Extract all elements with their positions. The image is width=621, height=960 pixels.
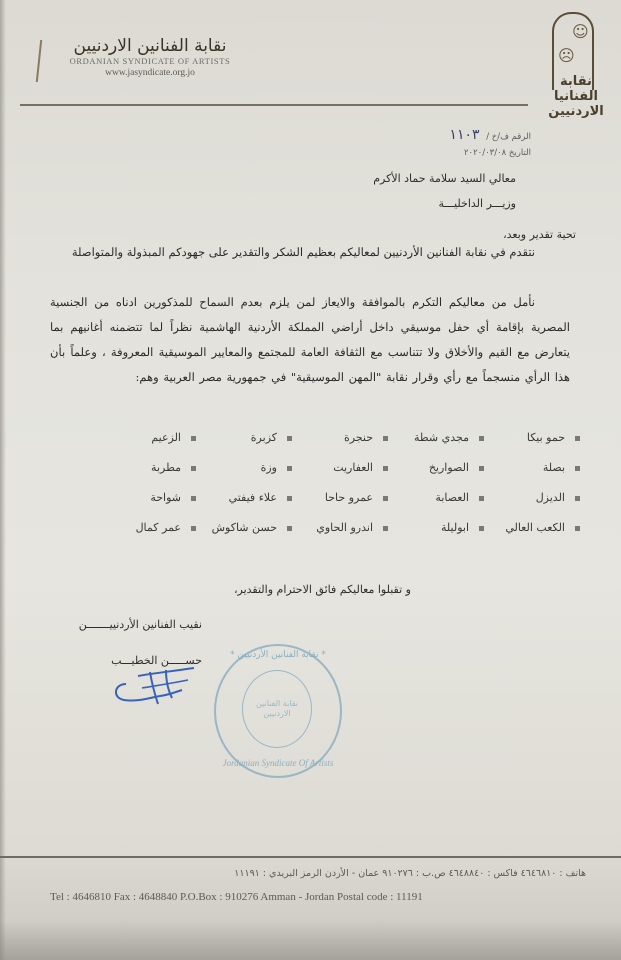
list-item bbox=[196, 486, 292, 510]
page-edge-shadow bbox=[0, 0, 6, 960]
artist-name: الكعب العالي bbox=[505, 521, 565, 534]
artist-name: الزعيم bbox=[151, 431, 181, 444]
artist-name: عمرو حاحا bbox=[324, 491, 373, 504]
artist-name: مجدي شطة bbox=[413, 431, 469, 444]
org-name-arabic: نقابة الفنانين الاردنيين bbox=[73, 36, 227, 56]
syndicate-logo bbox=[534, 12, 614, 120]
signatory-title: نقيب الفنانين الأردنييـــــــن bbox=[78, 618, 202, 631]
date-label: التاريخ bbox=[508, 148, 531, 158]
paragraph-request: نأمل من معاليكم التكرم بالموافقة والايعاز لمن يلزم بعدم السماح للمذكورين ادناه من الجنسية المصرية بإقامة أي حفل موسيقي داخل أراضي المملكة الأردنية الهاشمية نظراً لما تتضمنه أغانيهم بما يتعارض مع القيم والأخلاق ولا تتناسب مع الثقافة العامة للمجتمع والمعايير الموسيقية المعروفة ، وعلماً بأن هذا الرأي منسجماً مع رأي وقرار نقابة "المهن الموسيقية" في جمهورية مصر العربية وهم: bbox=[50, 295, 570, 384]
artist-name: حنجرة bbox=[343, 431, 373, 444]
list-item bbox=[100, 456, 196, 480]
org-website: www.jasyndicate.org.jo bbox=[105, 68, 195, 78]
stamp-text-arabic: * نقابة الفنانين الأردنيين * bbox=[230, 650, 326, 660]
page-bottom-shadow bbox=[0, 920, 621, 960]
list-item bbox=[388, 486, 484, 510]
logo-text-line2: الاردنيين bbox=[548, 104, 604, 119]
header-divider bbox=[20, 104, 528, 106]
square-bullet-icon bbox=[479, 496, 484, 501]
square-bullet-icon bbox=[575, 466, 580, 471]
signatory-name: حســـــن الخطيـــب bbox=[111, 654, 202, 667]
artist-name: وزة bbox=[260, 461, 277, 474]
handwritten-signature-icon bbox=[108, 662, 198, 712]
tragedy-mask-icon: ☹ bbox=[558, 46, 575, 65]
artist-name: علاء فيفتي bbox=[228, 491, 277, 504]
square-bullet-icon bbox=[479, 466, 484, 471]
square-bullet-icon bbox=[479, 526, 484, 531]
square-bullet-icon bbox=[191, 526, 196, 531]
artist-name: الديزل bbox=[535, 491, 565, 504]
artist-name: شواحة bbox=[150, 491, 181, 504]
square-bullet-icon bbox=[191, 466, 196, 471]
reference-label: الرقم ف/خ / bbox=[486, 132, 531, 142]
list-item bbox=[292, 456, 388, 480]
stamp-text-english: Jordanian Syndicate Of Artists bbox=[222, 758, 334, 768]
stamp-logo-text: نقابة الفنانين الاردنيين bbox=[255, 699, 299, 718]
square-bullet-icon bbox=[287, 466, 292, 471]
square-bullet-icon bbox=[575, 526, 580, 531]
logo-text bbox=[538, 74, 614, 119]
list-item bbox=[484, 456, 580, 480]
list-item bbox=[388, 516, 484, 540]
reference-number bbox=[449, 127, 531, 143]
list-item bbox=[196, 426, 292, 450]
recipient-name: معالي السيد سلامة حماد الأكرم bbox=[373, 172, 516, 185]
square-bullet-icon bbox=[575, 436, 580, 441]
artist-name: حمو بيكا bbox=[526, 431, 565, 444]
square-bullet-icon bbox=[383, 496, 388, 501]
list-item bbox=[292, 486, 388, 510]
letterhead bbox=[50, 36, 250, 79]
list-item bbox=[196, 456, 292, 480]
artist-name: حسن شاكوش bbox=[211, 521, 277, 534]
artist-name: العفاريت bbox=[333, 461, 373, 474]
list-item bbox=[388, 426, 484, 450]
artist-name: الصواريخ bbox=[428, 461, 469, 474]
artist-name: عمر كمال bbox=[135, 521, 181, 534]
artist-name: ابوليلة bbox=[440, 521, 469, 534]
square-bullet-icon bbox=[383, 526, 388, 531]
letter-date bbox=[464, 148, 531, 158]
list-item bbox=[196, 516, 292, 540]
list-item bbox=[388, 456, 484, 480]
date-value: ٢٠٢٠/٠٣/٠٨ bbox=[463, 148, 507, 158]
list-item bbox=[484, 486, 580, 510]
square-bullet-icon bbox=[191, 436, 196, 441]
list-item bbox=[292, 516, 388, 540]
paragraph-thanks: نتقدم في نقابة الفنانين الأردنيين لمعاليكم بعظيم الشكر والتقدير على جهودكم المبذولة والمتواصلة bbox=[71, 245, 535, 259]
footer-contact-english: Tel : 4646810 Fax : 4648840 P.O.Box : 910276 Amman - Jordan Postal code : 11191 bbox=[50, 891, 423, 903]
list-item bbox=[100, 426, 196, 450]
artist-name: اندرو الحاوي bbox=[316, 521, 373, 534]
org-name-english: ORDANIAN SYNDICATE OF ARTISTS bbox=[69, 56, 231, 66]
logo-text-line1: نقابة الفنانيا bbox=[554, 74, 598, 104]
square-bullet-icon bbox=[479, 436, 484, 441]
comedy-mask-icon: ☺ bbox=[572, 22, 589, 41]
greeting: تحية تقدير وبعد، bbox=[503, 228, 576, 241]
square-bullet-icon bbox=[575, 496, 580, 501]
artist-name: كزبرة bbox=[250, 431, 277, 444]
list-item bbox=[484, 426, 580, 450]
list-item bbox=[100, 516, 196, 540]
square-bullet-icon bbox=[287, 436, 292, 441]
footer-contact-arabic: هاتف : ٤٦٤٦٨١٠ فاكس : ٤٦٤٨٨٤٠ ص.ب : ٩١٠٢٧٦ عمان - الأردن الرمز البريدي : ١١١٩١ bbox=[234, 868, 586, 879]
list-item bbox=[100, 486, 196, 510]
footer-divider bbox=[0, 856, 621, 858]
square-bullet-icon bbox=[287, 526, 292, 531]
artist-name: بصلة bbox=[542, 461, 565, 474]
artist-name: العصابة bbox=[435, 491, 469, 504]
official-stamp bbox=[214, 644, 342, 778]
recipient-title: وزيـــر الداخليـــة bbox=[438, 197, 516, 210]
reference-value: ١١٠٣ bbox=[449, 127, 480, 143]
square-bullet-icon bbox=[383, 436, 388, 441]
banned-artists-list bbox=[100, 426, 580, 540]
artist-name: مطربة bbox=[151, 461, 181, 474]
square-bullet-icon bbox=[191, 496, 196, 501]
closing-line: و تقبلوا معاليكم فائق الاحترام والتقدير، bbox=[233, 583, 411, 596]
stamp-inner-ring bbox=[242, 670, 312, 748]
square-bullet-icon bbox=[383, 466, 388, 471]
square-bullet-icon bbox=[287, 496, 292, 501]
list-item bbox=[484, 516, 580, 540]
list-item bbox=[292, 426, 388, 450]
